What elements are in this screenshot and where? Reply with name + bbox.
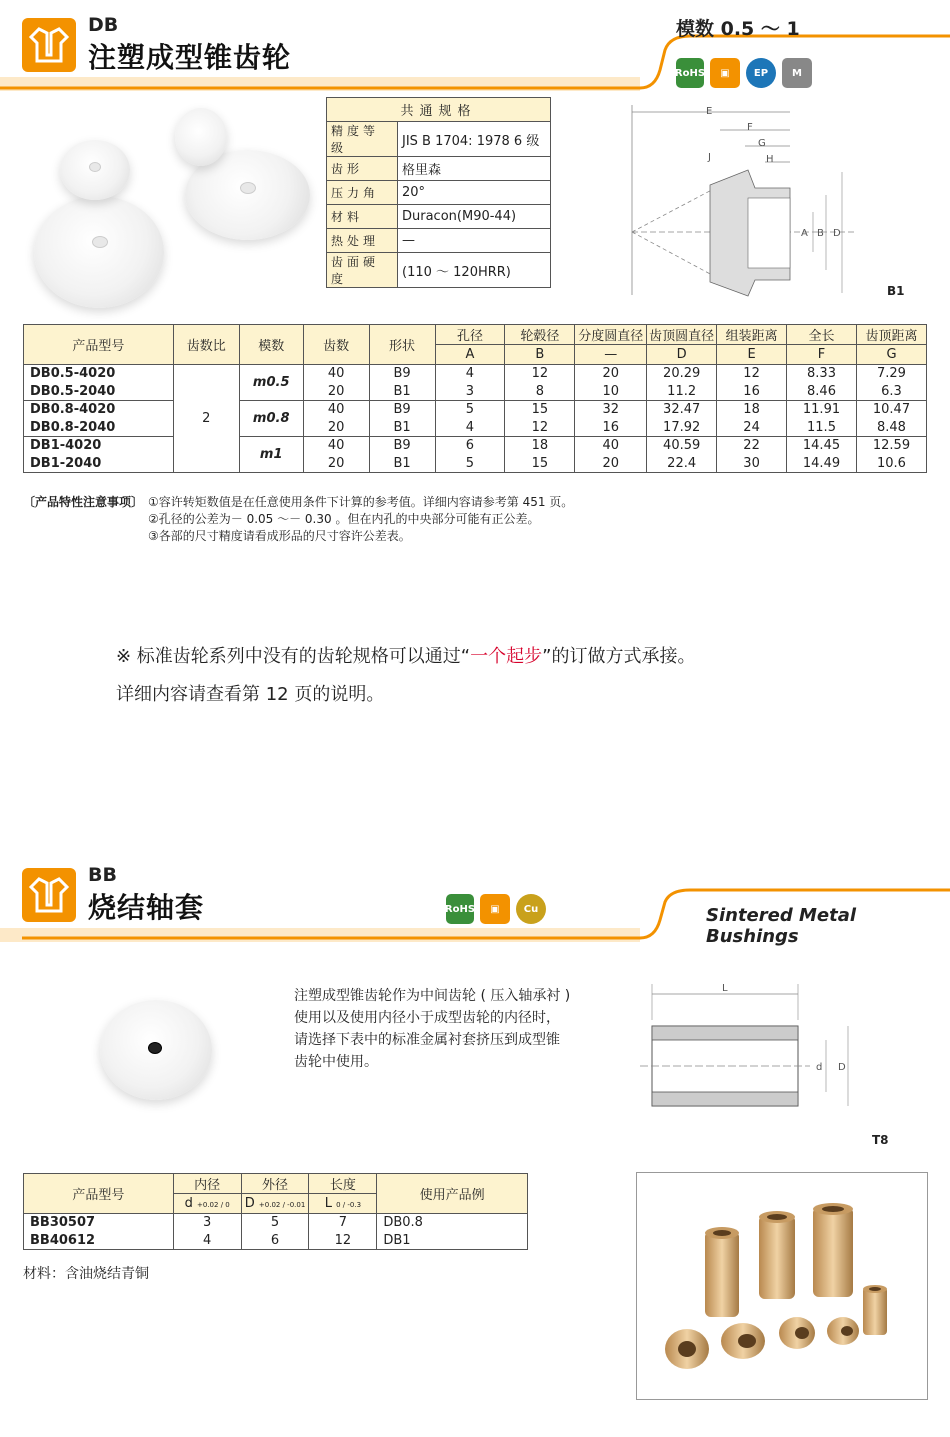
spec-label: 热处理	[327, 229, 398, 253]
table-cell: 5	[435, 401, 505, 419]
custom-prefix: ※ 标准齿轮系列中没有的齿轮规格可以通过“	[116, 646, 471, 667]
custom-highlight: 一个起步	[470, 646, 543, 667]
table-cell: B1	[369, 383, 435, 401]
table-cell-module: m1	[239, 437, 303, 473]
diagram-label-j: J	[708, 152, 711, 163]
spec-header: 共通规格	[327, 98, 551, 122]
spec-label: 齿形	[327, 157, 398, 181]
bushing-diagram	[640, 980, 860, 1110]
table-cell: 40	[303, 437, 369, 455]
table-cell-module: m0.8	[239, 401, 303, 437]
diagram-label-b: B	[817, 228, 824, 239]
spec-value: 格里森	[398, 157, 551, 181]
spec-label: 齿面硬度	[327, 253, 398, 288]
product-table	[23, 324, 927, 473]
gear-logo-icon	[22, 18, 76, 72]
spec-label: 材料	[327, 205, 398, 229]
col-header-length: 长度	[309, 1174, 377, 1194]
table-cell-module: m0.5	[239, 365, 303, 401]
col-header-use: 使用产品例	[377, 1174, 528, 1214]
table-cell: 15	[505, 401, 575, 419]
table-cell: 20.29	[647, 365, 717, 383]
spec-label: 精度等级	[327, 122, 398, 157]
table-cell: 20	[575, 455, 647, 473]
sub-tolerance: 0 / -0.3	[336, 1201, 362, 1209]
custom-order-line	[116, 642, 695, 668]
fit-icon: ▣	[710, 58, 740, 88]
bushings-illustration	[637, 1173, 927, 1399]
col-header-outer: 外径	[241, 1174, 309, 1194]
table-cell: 12	[505, 419, 575, 437]
table-cell: 10	[575, 383, 647, 401]
col-header-model: 产品型号	[24, 1174, 174, 1214]
section-code: BB	[88, 864, 117, 886]
table-cell: 3	[173, 1214, 241, 1232]
spec-value: Duracon(M90-44)	[398, 205, 551, 229]
table-cell: 8	[505, 383, 575, 401]
sub-tolerance: +0.02 / 0	[197, 1201, 230, 1209]
notes-label: 〔产品特性注意事项〕	[23, 495, 144, 509]
description-line: 请选择下表中的标准金属衬套挤压到成型锥	[294, 1032, 560, 1048]
table-cell: 20	[575, 365, 647, 383]
table-cell: 5	[435, 455, 505, 473]
diagram-label-e: E	[706, 106, 713, 117]
table-cell: 8.33	[787, 365, 857, 383]
table-cell: 6	[435, 437, 505, 455]
table-cell-model: DB0.5-4020	[24, 365, 174, 383]
col-sub-header: F	[787, 345, 857, 365]
table-cell: 4	[173, 1232, 241, 1250]
col-sub-header: G	[856, 345, 926, 365]
spec-value: 20°	[398, 181, 551, 205]
description-line: 注塑成型锥齿轮作为中间齿轮 ( 压入轴承衬 )	[294, 988, 571, 1004]
table-cell: 3	[435, 383, 505, 401]
table-cell-model: DB1-4020	[24, 437, 174, 455]
section-code: DB	[88, 14, 119, 36]
table-cell: 6	[241, 1232, 309, 1250]
note-line: ②孔径的公差为－ 0.05 ～－ 0.30 。但在内孔的中央部分可能有正公差。	[148, 512, 540, 526]
diagram-label-a: A	[801, 228, 808, 239]
copper-icon: Cu	[516, 894, 546, 924]
col-header-module: 模数	[239, 325, 303, 365]
table-cell-ratio: 2	[173, 365, 239, 473]
table-cell-model: DB0.5-2040	[24, 383, 174, 401]
material-note: 材料：含油烧结青铜	[23, 1266, 149, 1282]
col-header-length: 全长	[787, 325, 857, 345]
bevel-gear-diagram	[630, 100, 870, 300]
table-cell-model: BB30507	[24, 1214, 174, 1232]
col-header-shape: 形状	[369, 325, 435, 365]
table-cell: B9	[369, 365, 435, 383]
bevel-gear-large-image	[34, 196, 164, 308]
diagram-label-f: F	[747, 122, 753, 133]
table-cell: 32.47	[647, 401, 717, 419]
table-cell: 18	[505, 437, 575, 455]
table-cell: 4	[435, 365, 505, 383]
table-cell: 12	[717, 365, 787, 383]
section-title: 注塑成型锥齿轮	[88, 41, 292, 74]
diagram-label-d: D	[833, 228, 841, 239]
table-cell: 8.46	[787, 383, 857, 401]
col-header-outer: 齿顶圆直径	[647, 325, 717, 345]
ep-badge: EP	[746, 58, 776, 88]
table-cell: 11.2	[647, 383, 717, 401]
table-cell: 7.29	[856, 365, 926, 383]
col-header-model: 产品型号	[24, 325, 174, 365]
table-cell: 40	[575, 437, 647, 455]
english-title: Sintered Metal Bushings	[706, 905, 857, 947]
table-cell: B1	[369, 455, 435, 473]
custom-suffix: ”的订做方式承接。	[542, 646, 696, 667]
diagram-tag: B1	[887, 284, 905, 298]
table-cell: 20	[303, 419, 369, 437]
col-header-teeth: 齿数	[303, 325, 369, 365]
table-cell: 11.91	[787, 401, 857, 419]
table-cell: 10.47	[856, 401, 926, 419]
col-header-bore: 孔径	[435, 325, 505, 345]
col-header-mount: 组装距离	[717, 325, 787, 345]
rohs-badge: RoHS	[676, 58, 704, 88]
diagram-label-d-inner: d	[816, 1062, 823, 1073]
table-cell: 17.92	[647, 419, 717, 437]
table-cell: 6.3	[856, 383, 926, 401]
table-cell: 18	[717, 401, 787, 419]
table-cell: 22	[717, 437, 787, 455]
bevel-gear-small-image	[60, 140, 130, 200]
fit-icon: ▣	[480, 894, 510, 924]
table-cell: 14.49	[787, 455, 857, 473]
module-range: 模数 0.5 ～ 1	[676, 18, 800, 40]
bushing-table	[23, 1173, 528, 1250]
table-cell: 16	[575, 419, 647, 437]
col-header-crown: 齿顶距离	[856, 325, 926, 345]
table-cell-model: DB1-2040	[24, 455, 174, 473]
diagram-label-l: L	[722, 983, 728, 994]
spec-value: (110 ～ 120HRR)	[398, 253, 551, 288]
description	[294, 985, 624, 1073]
spec-value: JIS B 1704: 1978 6 级	[398, 122, 551, 157]
table-cell: B1	[369, 419, 435, 437]
table-cell: 22.4	[647, 455, 717, 473]
table-cell: 40	[303, 401, 369, 419]
spec-label: 压力角	[327, 181, 398, 205]
table-cell: B9	[369, 401, 435, 419]
diagram-label-h: H	[766, 154, 774, 165]
gear-with-bushing-image	[100, 1000, 212, 1100]
description-line: 齿轮中使用。	[294, 1054, 378, 1070]
table-cell: 11.5	[787, 419, 857, 437]
diagram-label-g: G	[758, 138, 766, 149]
col-header-inner: 内径	[173, 1174, 241, 1194]
spec-value: —	[398, 229, 551, 253]
table-cell: 7	[309, 1214, 377, 1232]
table-cell: 40.59	[647, 437, 717, 455]
col-sub-header	[309, 1194, 377, 1214]
sub-symbol: L	[324, 1196, 332, 1211]
col-header-hub: 轮毂径	[505, 325, 575, 345]
table-cell: 20	[303, 383, 369, 401]
col-sub-header: B	[505, 345, 575, 365]
table-cell-model: DB0.8-4020	[24, 401, 174, 419]
table-cell: 24	[717, 419, 787, 437]
col-sub-header	[173, 1194, 241, 1214]
table-cell: 14.45	[787, 437, 857, 455]
note-line: ③各部的尺寸精度请看成形品的尺寸容许公差表。	[148, 529, 411, 543]
table-cell-model: DB0.8-2040	[24, 419, 174, 437]
col-header-pitch: 分度圆直径	[575, 325, 647, 345]
table-cell: 12	[505, 365, 575, 383]
col-sub-header: D	[647, 345, 717, 365]
section-title: 烧结轴套	[88, 891, 205, 924]
table-cell: 16	[717, 383, 787, 401]
table-cell: DB1	[377, 1232, 528, 1250]
sub-symbol: D	[244, 1196, 255, 1211]
table-cell: 5	[241, 1214, 309, 1232]
table-cell: 12.59	[856, 437, 926, 455]
table-cell: 40	[303, 365, 369, 383]
table-cell-model: BB40612	[24, 1232, 174, 1250]
common-spec-table	[326, 97, 551, 288]
table-cell: 20	[303, 455, 369, 473]
table-cell: DB0.8	[377, 1214, 528, 1232]
diagram-label-d-outer: D	[838, 1062, 846, 1073]
col-sub-header: —	[575, 345, 647, 365]
rohs-badge: RoHS	[446, 894, 474, 924]
table-cell: 10.6	[856, 455, 926, 473]
table-cell: 8.48	[856, 419, 926, 437]
col-sub-header: E	[717, 345, 787, 365]
table-cell: 15	[505, 455, 575, 473]
diagram-tag: T8	[872, 1133, 889, 1147]
table-cell: B9	[369, 437, 435, 455]
note-line: ①容许转矩数值是在任意使用条件下计算的参考值。详细内容请参考第 451 页。	[148, 495, 574, 509]
bevel-gear-small-image-2	[175, 108, 227, 166]
col-sub-header	[241, 1194, 309, 1214]
table-cell: 4	[435, 419, 505, 437]
col-sub-header: A	[435, 345, 505, 365]
bushings-photo	[636, 1172, 928, 1400]
custom-order-line-2: 详细内容请查看第 12 页的说明。	[116, 684, 385, 705]
description-line: 使用以及使用内径小于成型齿轮的内径时，	[294, 1010, 560, 1026]
table-cell: 30	[717, 455, 787, 473]
table-cell: 32	[575, 401, 647, 419]
material-icon: M	[782, 58, 812, 88]
gear-logo-icon	[22, 868, 76, 922]
col-header-ratio: 齿数比	[173, 325, 239, 365]
table-cell: 12	[309, 1232, 377, 1250]
sub-symbol: d	[184, 1196, 193, 1211]
sub-tolerance: +0.02 / -0.01	[258, 1201, 306, 1209]
